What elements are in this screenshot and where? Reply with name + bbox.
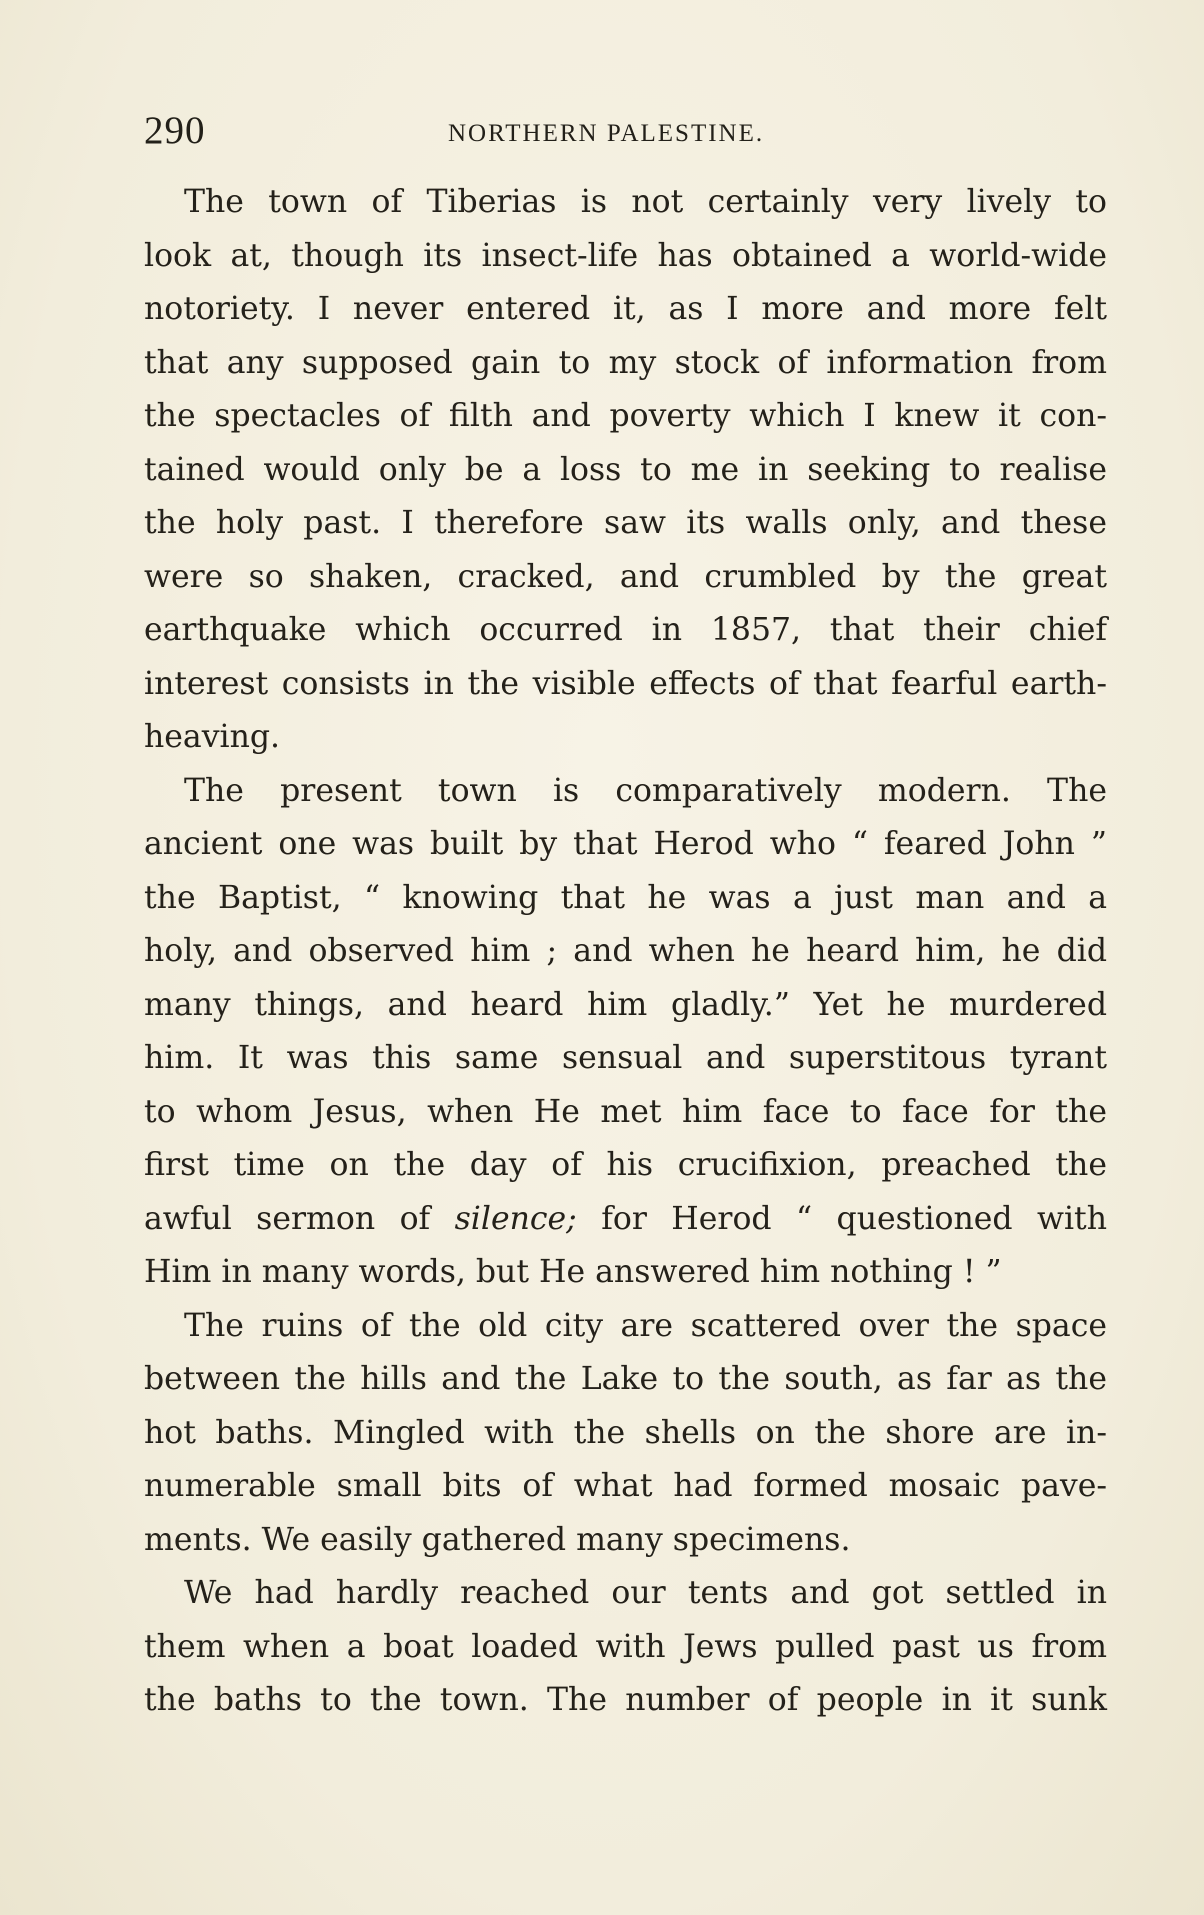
text-line: tained would only be a loss to me in seeking to realise [144,451,1107,488]
text-line: ments. We easily gathered many specimens. [144,1521,851,1558]
text-line: notoriety. I never entered it, as I more and more felt [144,291,1107,327]
text-line-italic [144,1193,1107,1247]
text-line: were so shaken, cracked, and crumbled by the great [144,558,1107,595]
text-line: the holy past. I therefore saw its walls only, and these [144,505,1107,541]
page-header [144,108,1107,158]
text-line: that any supposed gain to my stock of information from [144,344,1107,381]
text-line: him. It was this same sensual and superstitous tyrant [144,1040,1107,1076]
text-line: The ruins of the old city are scattered over the space [184,1307,1107,1344]
text-line: the baths to the town. The number of people in it sunk [144,1682,1107,1718]
text-line: first time on the day of his crucifixion, preached the [144,1147,1107,1183]
page-number: 290 [144,109,206,152]
text-line: holy, and observed him ; and when he heard him, he did [144,933,1107,969]
italic-word: silence; [454,1200,577,1237]
line-part: for Herod “ questioned with [576,1200,1107,1237]
text-line: interest consists in the visible effects of that fearful earth- [144,665,1107,702]
text-line: the Baptist, “ knowing that he was a just man and a [144,879,1107,916]
line-part: awful sermon of [144,1200,455,1237]
text-line: earthquake which occurred in 1857, that their chief [144,612,1107,648]
running-head: NORTHERN PALESTINE. [448,120,765,147]
text-line: ancient one was built by that Herod who “ feared John ” [144,826,1107,862]
text-line: between the hills and the Lake to the south, as far as the [144,1361,1107,1397]
text-line: many things, and heard him gladly.” Yet he murdered [144,986,1107,1023]
text-line: The town of Tiberias is not certainly very lively to [184,184,1107,220]
text-line: look at, though its insect-life has obtained a world-wide [144,237,1107,274]
text-line: The present town is comparatively modern. The [184,772,1107,809]
text-line: to whom Jesus, when He met him face to face for the [144,1093,1107,1130]
text-line: numerable small bits of what had formed mosaic pave- [144,1468,1107,1504]
text-line: hot baths. Mingled with the shells on the shore are in- [144,1414,1107,1451]
text-line: Him in many words, but He answered him nothing ! ” [144,1254,1002,1290]
body-text [144,176,1107,1728]
text-line: heaving. [144,719,281,755]
text-line: We had hardly reached our tents and got settled in [184,1575,1107,1611]
text-line: the spectacles of filth and poverty which I knew it con- [144,398,1107,434]
text-line: them when a boat loaded with Jews pulled past us from [144,1628,1107,1665]
